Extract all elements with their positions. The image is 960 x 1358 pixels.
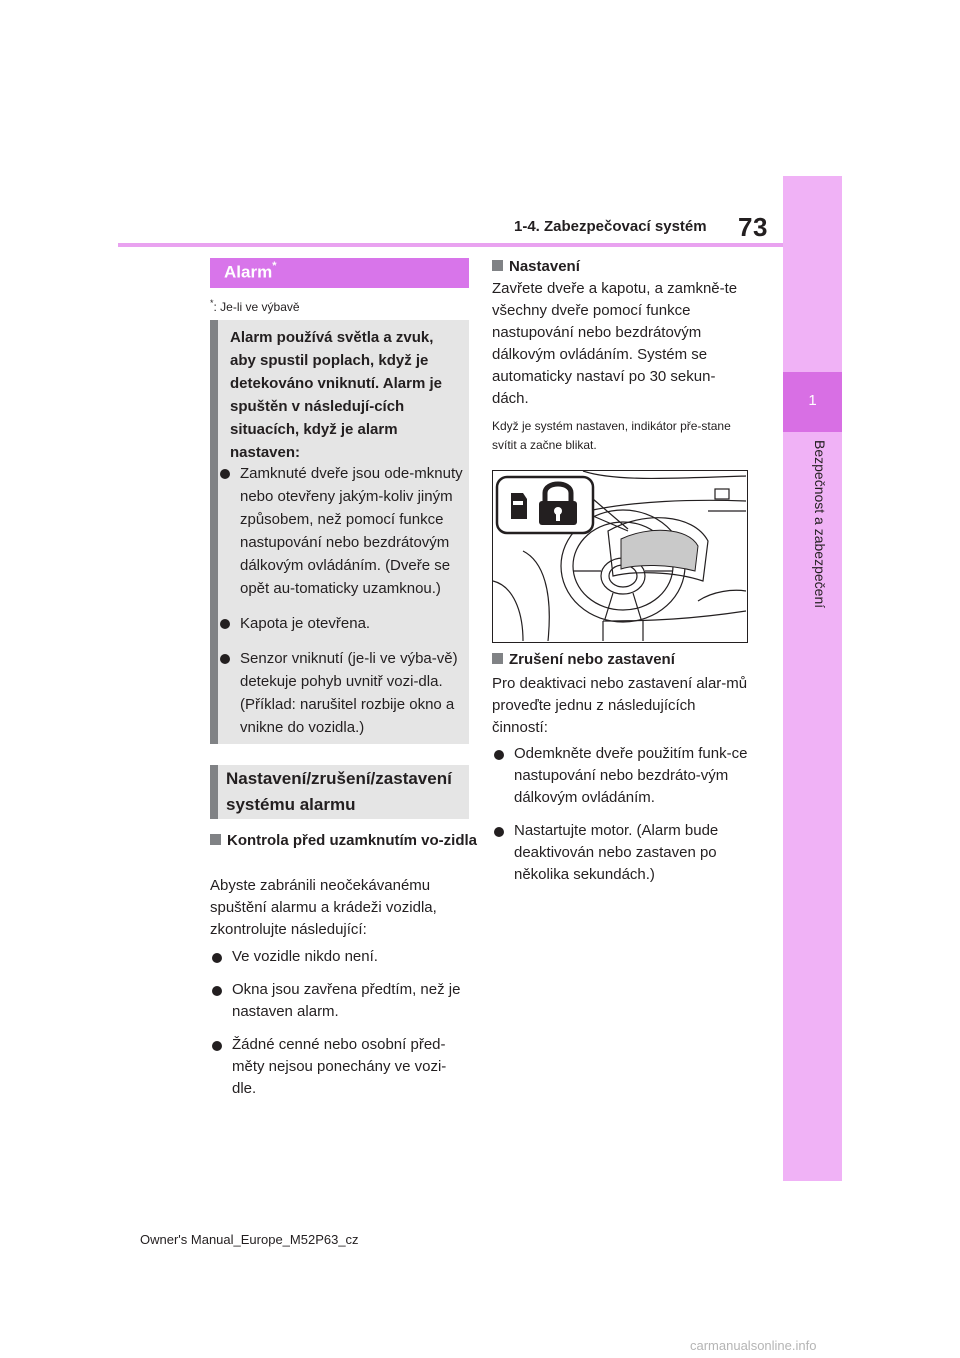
bullet-icon bbox=[212, 1041, 222, 1051]
alarm-heading bbox=[210, 258, 469, 288]
list-item bbox=[210, 1034, 468, 1100]
steering-wheel-illustration bbox=[493, 471, 746, 641]
list-item-text: Okna jsou zavřena předtím, než je nastaven alarm. bbox=[232, 981, 461, 1020]
cancel-heading-text: Zrušení nebo zastavení bbox=[509, 651, 675, 668]
list-item-text: Nastartujte motor. (Alarm bude deaktivován nebo zastaven po několika sekundách.) bbox=[514, 822, 719, 883]
footnote-text: : Je-li ve výbavě bbox=[213, 300, 300, 314]
check-text: Abyste zabránili neočekávanému spuštění alarmu a krádeži vozidla, zkontrolujte následující: bbox=[210, 877, 437, 938]
watermark: carmanualsonline.info bbox=[690, 1338, 817, 1353]
check-list bbox=[210, 946, 468, 1111]
alarm-info-box-bar bbox=[210, 320, 218, 744]
footnote bbox=[210, 298, 300, 314]
list-item bbox=[218, 612, 464, 635]
bullet-icon bbox=[212, 953, 222, 963]
bullet-icon bbox=[220, 619, 230, 629]
chapter-side-tab bbox=[783, 176, 842, 1181]
cancel-list bbox=[492, 743, 748, 897]
subsection-box-bar bbox=[210, 765, 218, 819]
alarm-trigger-list bbox=[218, 462, 464, 751]
alarm-heading-text: Alarm bbox=[224, 262, 273, 282]
chapter-title: Bezpečnost a zabezpečení bbox=[812, 440, 828, 609]
bullet-icon bbox=[220, 654, 230, 664]
set-text: Zavřete dveře a kapotu, a zamkně-te všechny dveře pomocí funkce nastupování nebo bezdrátovým dálkovým ovládáním. Systém se automaticky nastaví po 30 sekun-dách. bbox=[492, 280, 738, 407]
header-divider bbox=[118, 243, 783, 247]
alarm-intro-text: Alarm používá světla a zvuk, aby spustil poplach, když je detekováno vniknutí. Alarm je spuštěn v následují-cích situacích, když je alarm nastaven: bbox=[230, 329, 442, 461]
check-heading bbox=[210, 829, 486, 852]
list-item bbox=[218, 462, 464, 600]
cancel-text: Pro deaktivaci nebo zastavení alar-mů proveďte jednu z následujících činností: bbox=[492, 675, 748, 736]
chapter-number: 1 bbox=[808, 392, 817, 409]
bullet-icon bbox=[220, 469, 230, 479]
square-bullet-icon bbox=[492, 260, 503, 271]
subsection-heading: Nastavení/zrušení/zastavení systému alarmu bbox=[226, 769, 452, 814]
list-item-text: Senzor vniknutí (je-li ve výba-vě) detekuje pohyb uvnitř vozi-dla. (Příklad: narušitel rozbije okno a vnikne do vozidla.) bbox=[240, 650, 458, 736]
list-item bbox=[218, 647, 464, 739]
bullet-icon bbox=[212, 986, 222, 996]
list-item-text: Kapota je otevřena. bbox=[240, 615, 371, 632]
manual-id: Owner's Manual_Europe_M52P63_cz bbox=[140, 1232, 359, 1247]
illustration-meter-indicator bbox=[492, 470, 748, 643]
list-item bbox=[492, 743, 748, 809]
list-item-text: Odemkněte dveře použitím funk-ce nastupování nebo bezdráto-vým dálkovým ovládáním. bbox=[514, 745, 748, 806]
list-item-text: Zamknuté dveře jsou ode-mknuty nebo otevřeny jakým-koliv jiným způsobem, než pomocí funkce nastupování nebo bezdrátovým dálkovým ovládáním. (Dveře se opět au-tomaticky uzamknou.) bbox=[240, 465, 463, 597]
set-heading-text: Nastavení bbox=[509, 258, 580, 275]
footnote-mark: * bbox=[210, 298, 214, 308]
set-note: Když je systém nastaven, indikátor pře-stane svítit a začne blikat. bbox=[492, 419, 731, 452]
square-bullet-icon bbox=[210, 834, 221, 845]
check-heading-text: Kontrola před uzamknutím vo-zidla bbox=[227, 832, 478, 849]
cancel-heading bbox=[492, 648, 748, 671]
bullet-icon bbox=[494, 750, 504, 760]
list-item bbox=[210, 979, 468, 1023]
page-number: 73 bbox=[738, 212, 768, 242]
list-item bbox=[492, 820, 748, 886]
section-title: 1-4. Zabezpečovací systém bbox=[514, 218, 707, 235]
bullet-icon bbox=[494, 827, 504, 837]
list-item-text: Žádné cenné nebo osobní před-měty nejsou ponechány ve vozi-dle. bbox=[232, 1036, 447, 1097]
list-item bbox=[210, 946, 468, 968]
list-item-text: Ve vozidle nikdo není. bbox=[232, 948, 378, 965]
alarm-heading-mark: * bbox=[272, 260, 277, 272]
square-bullet-icon bbox=[492, 653, 503, 664]
set-heading bbox=[492, 255, 748, 278]
